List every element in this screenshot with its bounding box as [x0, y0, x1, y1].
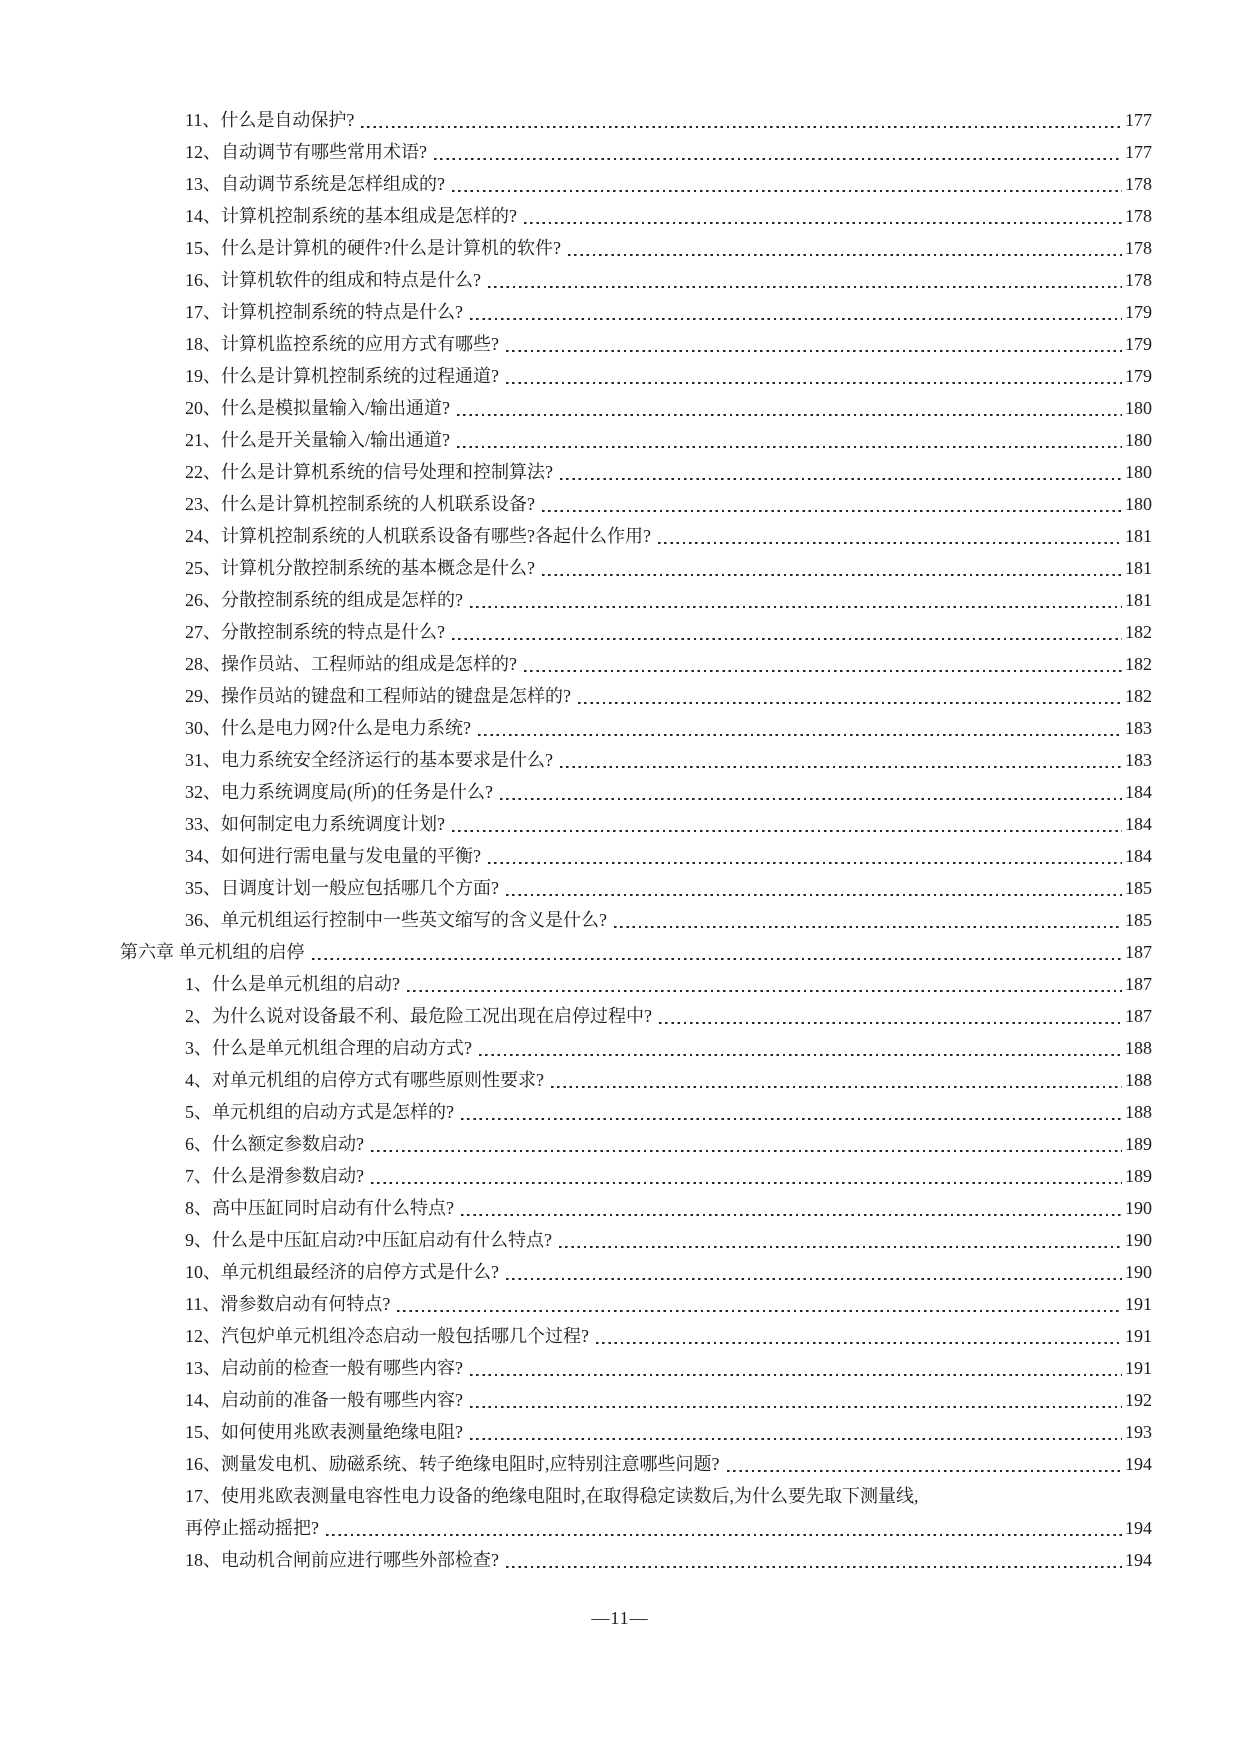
toc-entry-page: 188 [1125, 1102, 1152, 1122]
toc-entry [120, 232, 1152, 264]
toc-entry [120, 1064, 1152, 1096]
toc-entry [120, 360, 1152, 392]
toc-entry-text: 4、对单元机组的启停方式有哪些原则性要求? [185, 1070, 544, 1090]
toc-entry [120, 520, 1152, 552]
toc-entry-text: 32、电力系统调度局(所)的任务是什么? [185, 782, 493, 802]
toc-entry-text: 11、什么是自动保护? [185, 110, 355, 130]
dot-leader [470, 1374, 1122, 1376]
toc-entry [120, 1480, 1152, 1512]
toc-entry-page: 190 [1125, 1230, 1152, 1250]
toc-entry-page: 191 [1125, 1326, 1152, 1346]
toc-entry-page: 190 [1125, 1262, 1152, 1282]
toc-entry-text: 17、使用兆欧表测量电容性电力设备的绝缘电阻时,在取得稳定读数后,为什么要先取下测量线, [185, 1486, 919, 1506]
toc-entry-text: 22、什么是计算机系统的信号处理和控制算法? [185, 462, 553, 482]
toc-entry-text: 13、启动前的检查一般有哪些内容? [185, 1358, 463, 1378]
dot-leader [470, 1438, 1122, 1440]
toc-entry-text: 16、计算机软件的组成和特点是什么? [185, 270, 481, 290]
dot-leader [470, 1406, 1122, 1408]
toc-entry [120, 872, 1152, 904]
toc-entry [120, 1256, 1152, 1288]
toc-entry-page: 180 [1125, 462, 1152, 482]
toc-entry-page: 181 [1125, 526, 1152, 546]
dot-leader [560, 766, 1122, 768]
dot-leader [470, 318, 1122, 320]
toc-entry [120, 1512, 1152, 1544]
dot-leader [659, 1022, 1122, 1024]
toc-entry-page: 191 [1125, 1358, 1152, 1378]
toc-entry-page: 178 [1125, 174, 1152, 194]
toc-entry-page: 180 [1125, 494, 1152, 514]
toc-entry-page: 180 [1125, 398, 1152, 418]
toc-entry-page: 194 [1125, 1518, 1152, 1538]
dot-leader [488, 862, 1122, 864]
toc-entry-page: 188 [1125, 1070, 1152, 1090]
toc-entry-page: 182 [1125, 622, 1152, 642]
toc-entry-text: 7、什么是滑参数启动? [185, 1166, 364, 1186]
toc-entry [120, 488, 1152, 520]
toc-entry-page: 185 [1125, 878, 1152, 898]
toc-entry-page: 178 [1125, 238, 1152, 258]
toc-entry-page: 190 [1125, 1198, 1152, 1218]
toc-entry-text: 23、什么是计算机控制系统的人机联系设备? [185, 494, 535, 514]
toc-entry-page: 178 [1125, 206, 1152, 226]
toc-entry [120, 776, 1152, 808]
toc-entry-text: 1、什么是单元机组的启动? [185, 974, 400, 994]
dot-leader [371, 1182, 1122, 1184]
dot-leader [371, 1150, 1122, 1152]
dot-leader [578, 702, 1122, 704]
toc-entry-text: 21、什么是开关量输入/输出通道? [185, 430, 450, 450]
dot-leader [542, 574, 1122, 576]
toc-entry [120, 424, 1152, 456]
dot-leader [560, 478, 1122, 480]
toc-entry-text: 28、操作员站、工程师站的组成是怎样的? [185, 654, 517, 674]
toc-entry [120, 1384, 1152, 1416]
dot-leader [559, 1246, 1122, 1248]
toc-entry-text: 16、测量发电机、励磁系统、转子绝缘电阻时,应特别注意哪些问题? [185, 1454, 720, 1474]
toc-entry [120, 264, 1152, 296]
dot-leader [524, 222, 1122, 224]
toc-entry-text: 15、什么是计算机的硬件?什么是计算机的软件? [185, 238, 561, 258]
dot-leader [506, 1566, 1122, 1568]
toc-entry-text: 3、什么是单元机组合理的启动方式? [185, 1038, 472, 1058]
toc-entry-page: 189 [1125, 1134, 1152, 1154]
toc-entry-text: 12、自动调节有哪些常用术语? [185, 142, 427, 162]
toc-entry-page: 178 [1125, 270, 1152, 290]
toc-entry [120, 808, 1152, 840]
dot-leader [596, 1342, 1122, 1344]
toc-entry-page: 179 [1125, 302, 1152, 322]
toc-entry-text: 14、启动前的准备一般有哪些内容? [185, 1390, 463, 1410]
toc-entry [120, 136, 1152, 168]
dot-leader [506, 382, 1122, 384]
toc-entry [120, 1160, 1152, 1192]
dot-leader [506, 1278, 1122, 1280]
dot-leader [506, 350, 1122, 352]
toc-entry-text: 12、汽包炉单元机组冷态启动一般包括哪几个过程? [185, 1326, 589, 1346]
toc-entry [120, 1000, 1152, 1032]
toc-entry-page: 189 [1125, 1166, 1152, 1186]
toc-entry-text: 14、计算机控制系统的基本组成是怎样的? [185, 206, 517, 226]
toc-entry-text: 36、单元机组运行控制中一些英文缩写的含义是什么? [185, 910, 607, 930]
dot-leader [568, 254, 1122, 256]
dot-leader [500, 798, 1122, 800]
dot-leader [326, 1534, 1122, 1536]
toc-entry-page: 180 [1125, 430, 1152, 450]
toc-entry [120, 1192, 1152, 1224]
toc-entry-text: 10、单元机组最经济的启停方式是什么? [185, 1262, 499, 1282]
toc-entry-text: 再停止摇动摇把? [185, 1518, 319, 1538]
toc-entry [120, 1128, 1152, 1160]
toc-entry [120, 168, 1152, 200]
dot-leader [397, 1310, 1122, 1312]
dot-leader [361, 126, 1122, 128]
dot-leader [658, 542, 1122, 544]
toc-entry-page: 193 [1125, 1422, 1152, 1442]
toc-entry-page: 184 [1125, 814, 1152, 834]
toc-entry-page: 182 [1125, 686, 1152, 706]
toc-entry [120, 648, 1152, 680]
toc-entry [120, 392, 1152, 424]
toc-entry-page: 179 [1125, 366, 1152, 386]
toc-entry [120, 712, 1152, 744]
toc-entry-text: 15、如何使用兆欧表测量绝缘电阻? [185, 1422, 463, 1442]
toc-entry-page: 177 [1125, 142, 1152, 162]
toc-entry-text: 33、如何制定电力系统调度计划? [185, 814, 445, 834]
toc-entry-page: 185 [1125, 910, 1152, 930]
toc-entry-text: 34、如何进行需电量与发电量的平衡? [185, 846, 481, 866]
dot-leader [452, 638, 1122, 640]
toc-entry [120, 1224, 1152, 1256]
toc-entry [120, 1544, 1152, 1576]
toc-entry-page: 187 [1125, 974, 1152, 994]
toc-entry-page: 181 [1125, 590, 1152, 610]
toc-entry-page: 194 [1125, 1550, 1152, 1570]
toc-entry-page: 183 [1125, 750, 1152, 770]
dot-leader [524, 670, 1122, 672]
toc-entry-text: 11、滑参数启动有何特点? [185, 1294, 391, 1314]
toc-entry-text: 24、计算机控制系统的人机联系设备有哪些?各起什么作用? [185, 526, 651, 546]
toc-entry-page: 182 [1125, 654, 1152, 674]
dot-leader [312, 958, 1123, 960]
toc-entry-page: 191 [1125, 1294, 1152, 1314]
dot-leader [542, 510, 1122, 512]
toc-entry-page: 183 [1125, 718, 1152, 738]
toc-entry-text: 第六章 单元机组的启停 [120, 942, 305, 962]
dot-leader [506, 894, 1122, 896]
toc-entry-page: 177 [1125, 110, 1152, 130]
dot-leader [478, 734, 1122, 736]
toc-entry-text: 18、计算机监控系统的应用方式有哪些? [185, 334, 499, 354]
toc-entry-text: 31、电力系统安全经济运行的基本要求是什么? [185, 750, 553, 770]
toc-entry-text: 13、自动调节系统是怎样组成的? [185, 174, 445, 194]
dot-leader [461, 1118, 1122, 1120]
toc-entry [120, 840, 1152, 872]
toc-entry-page: 184 [1125, 782, 1152, 802]
toc-entry [120, 1448, 1152, 1480]
dot-leader [457, 414, 1122, 416]
toc-entry-page: 187 [1125, 942, 1152, 962]
toc-entry-text: 17、计算机控制系统的特点是什么? [185, 302, 463, 322]
toc-entry-text: 25、计算机分散控制系统的基本概念是什么? [185, 558, 535, 578]
toc-entry [120, 1352, 1152, 1384]
toc-entry-page: 188 [1125, 1038, 1152, 1058]
toc-entry-text: 19、什么是计算机控制系统的过程通道? [185, 366, 499, 386]
toc-entry-text: 6、什么额定参数启动? [185, 1134, 364, 1154]
toc-entry-page: 179 [1125, 334, 1152, 354]
page-number-footer: —11— [591, 1608, 649, 1628]
dot-leader [457, 446, 1122, 448]
toc-entry-text: 35、日调度计划一般应包括哪几个方面? [185, 878, 499, 898]
toc-entry [120, 1096, 1152, 1128]
toc-entry-text: 5、单元机组的启动方式是怎样的? [185, 1102, 454, 1122]
dot-leader [470, 606, 1122, 608]
toc-entry-text: 9、什么是中压缸启动?中压缸启动有什么特点? [185, 1230, 552, 1250]
toc-entry [120, 104, 1152, 136]
toc-entry-page: 184 [1125, 846, 1152, 866]
toc-entry-page: 181 [1125, 558, 1152, 578]
toc-list [120, 104, 1152, 1576]
toc-entry-text: 27、分散控制系统的特点是什么? [185, 622, 445, 642]
dot-leader [434, 158, 1122, 160]
toc-entry [120, 968, 1152, 1000]
toc-entry [120, 616, 1152, 648]
toc-chapter-entry [120, 936, 1152, 968]
dot-leader [488, 286, 1122, 288]
toc-entry-text: 20、什么是模拟量输入/输出通道? [185, 398, 450, 418]
toc-entry [120, 328, 1152, 360]
dot-leader [551, 1086, 1122, 1088]
toc-entry-text: 29、操作员站的键盘和工程师站的键盘是怎样的? [185, 686, 571, 706]
dot-leader [452, 830, 1122, 832]
dot-leader [727, 1470, 1123, 1472]
toc-entry [120, 744, 1152, 776]
toc-entry [120, 200, 1152, 232]
toc-entry-text: 2、为什么说对设备最不利、最危险工况出现在启停过程中? [185, 1006, 652, 1026]
toc-entry-page: 187 [1125, 1006, 1152, 1026]
dot-leader [407, 990, 1122, 992]
toc-entry [120, 584, 1152, 616]
toc-entry [120, 552, 1152, 584]
toc-entry [120, 1320, 1152, 1352]
dot-leader [452, 190, 1122, 192]
toc-entry-text: 18、电动机合闸前应进行哪些外部检查? [185, 1550, 499, 1570]
dot-leader [614, 926, 1122, 928]
toc-entry [120, 1288, 1152, 1320]
toc-entry [120, 456, 1152, 488]
toc-entry-page: 192 [1125, 1390, 1152, 1410]
toc-entry-text: 8、高中压缸同时启动有什么特点? [185, 1198, 454, 1218]
dot-leader [479, 1054, 1122, 1056]
toc-entry [120, 296, 1152, 328]
toc-entry-text: 30、什么是电力网?什么是电力系统? [185, 718, 471, 738]
toc-entry [120, 904, 1152, 936]
toc-entry [120, 1032, 1152, 1064]
toc-entry [120, 680, 1152, 712]
toc-entry-page: 194 [1125, 1454, 1152, 1474]
toc-entry-text: 26、分散控制系统的组成是怎样的? [185, 590, 463, 610]
toc-entry [120, 1416, 1152, 1448]
dot-leader [461, 1214, 1122, 1216]
